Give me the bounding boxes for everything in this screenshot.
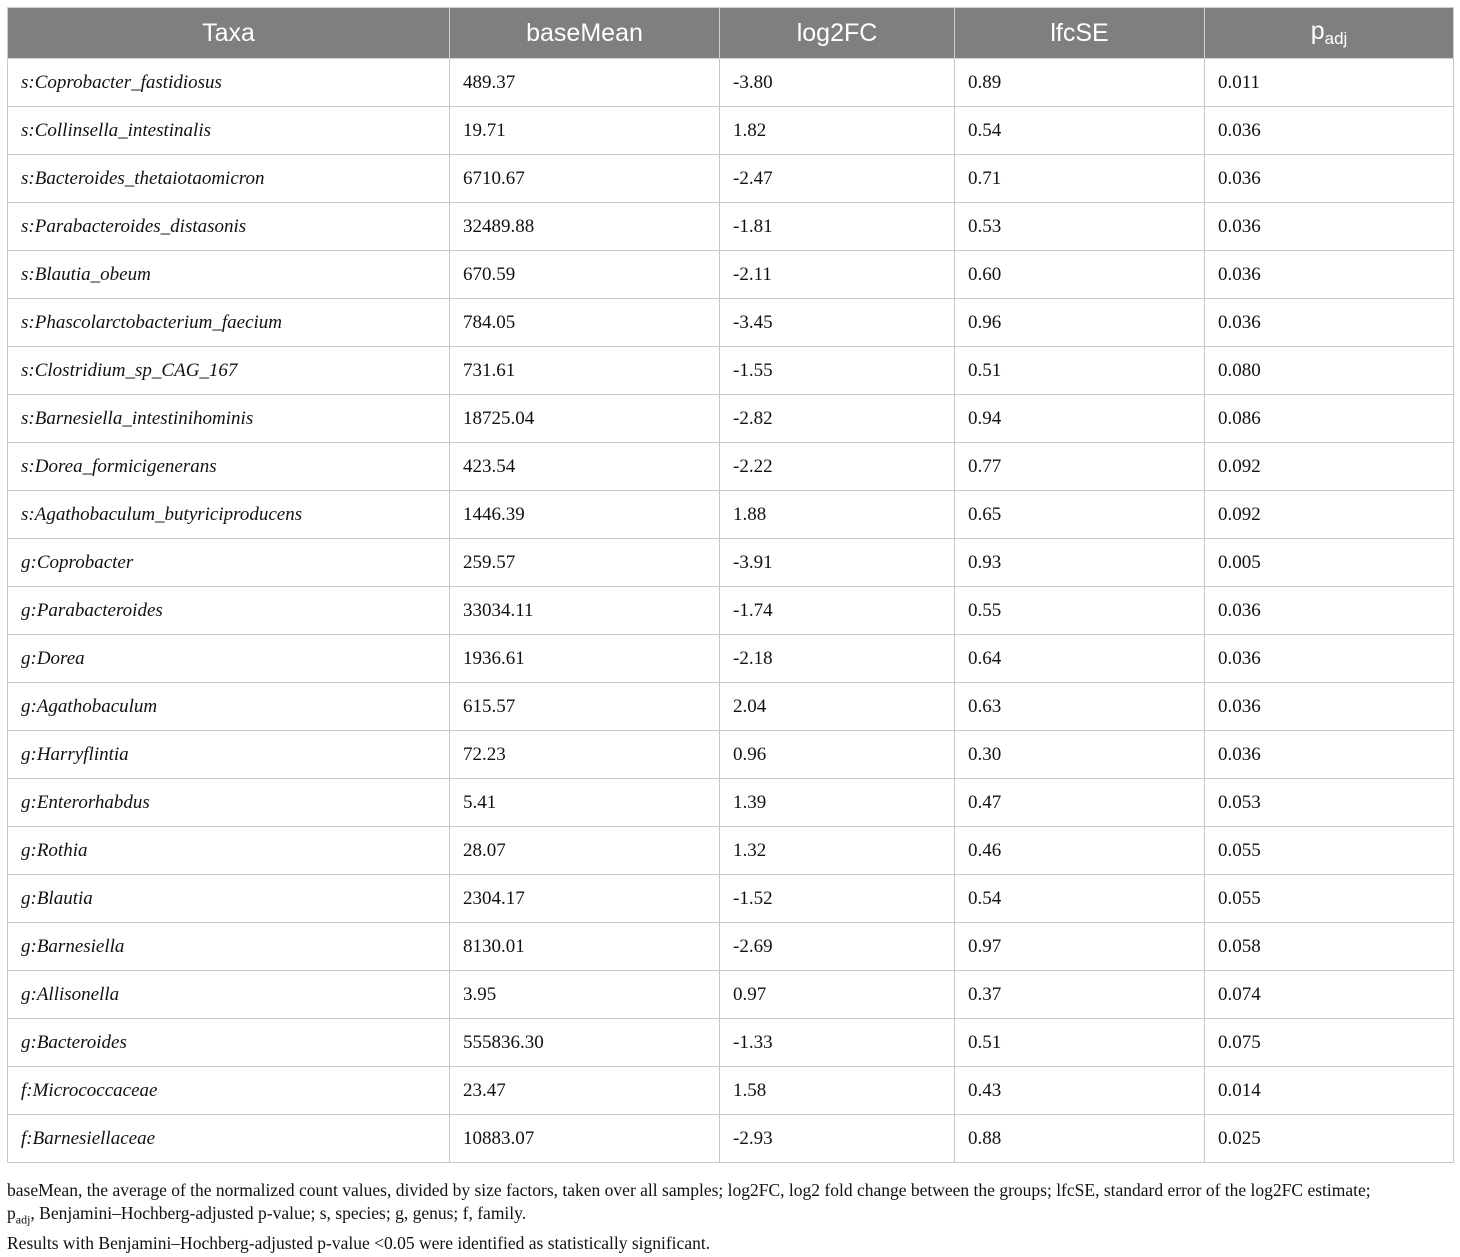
cell-padj: 0.092 [1205,491,1454,539]
cell-basemean: 6710.67 [450,155,720,203]
cell-basemean: 2304.17 [450,875,720,923]
cell-lfcse: 0.64 [955,635,1205,683]
cell-lfcse: 0.51 [955,1019,1205,1067]
cell-lfcse: 0.60 [955,251,1205,299]
cell-log2fc: 1.32 [720,827,955,875]
cell-padj: 0.055 [1205,875,1454,923]
table-row [8,587,1454,635]
cell-log2fc: 0.97 [720,971,955,1019]
cell-log2fc: 1.88 [720,491,955,539]
table-header [8,8,1454,59]
cell-padj: 0.074 [1205,971,1454,1019]
cell-log2fc: 1.82 [720,107,955,155]
cell-log2fc: 2.04 [720,683,955,731]
cell-basemean: 1936.61 [450,635,720,683]
table-row [8,635,1454,683]
cell-log2fc: -2.82 [720,395,955,443]
cell-lfcse: 0.51 [955,347,1205,395]
cell-basemean: 32489.88 [450,203,720,251]
cell-taxa: f:Micrococcaceae [8,1067,450,1115]
table-row [8,59,1454,107]
cell-log2fc: -1.52 [720,875,955,923]
cell-basemean: 555836.30 [450,1019,720,1067]
cell-basemean: 670.59 [450,251,720,299]
cell-lfcse: 0.55 [955,587,1205,635]
cell-basemean: 259.57 [450,539,720,587]
cell-lfcse: 0.43 [955,1067,1205,1115]
cell-taxa: g:Blautia [8,875,450,923]
header-row [8,8,1454,59]
cell-lfcse: 0.77 [955,443,1205,491]
cell-lfcse: 0.65 [955,491,1205,539]
table-row [8,107,1454,155]
cell-log2fc: -1.81 [720,203,955,251]
cell-taxa: s:Bacteroides_thetaiotaomicron [8,155,450,203]
cell-lfcse: 0.93 [955,539,1205,587]
cell-log2fc: 0.96 [720,731,955,779]
cell-basemean: 19.71 [450,107,720,155]
cell-lfcse: 0.97 [955,923,1205,971]
footnote-padj-main: p [7,1203,16,1223]
cell-padj: 0.036 [1205,635,1454,683]
cell-taxa: g:Rothia [8,827,450,875]
table-row [8,1067,1454,1115]
table-row [8,299,1454,347]
cell-lfcse: 0.96 [955,299,1205,347]
cell-taxa: s:Parabacteroides_distasonis [8,203,450,251]
cell-padj: 0.011 [1205,59,1454,107]
cell-padj: 0.036 [1205,299,1454,347]
cell-padj: 0.055 [1205,827,1454,875]
table-row [8,731,1454,779]
cell-taxa: s:Barnesiella_intestinihominis [8,395,450,443]
table-body [8,59,1454,1163]
cell-log2fc: -1.33 [720,1019,955,1067]
cell-basemean: 5.41 [450,779,720,827]
footnote-padj-sub: adj [15,1212,31,1227]
cell-log2fc: -2.11 [720,251,955,299]
cell-basemean: 33034.11 [450,587,720,635]
cell-taxa: g:Bacteroides [8,1019,450,1067]
table-footnote [7,1179,1453,1255]
cell-basemean: 1446.39 [450,491,720,539]
cell-padj: 0.036 [1205,203,1454,251]
cell-padj: 0.086 [1205,395,1454,443]
cell-taxa: g:Enterorhabdus [8,779,450,827]
table-row [8,779,1454,827]
cell-basemean: 731.61 [450,347,720,395]
cell-padj: 0.036 [1205,587,1454,635]
cell-basemean: 615.57 [450,683,720,731]
header-lfcse: lfcSE [955,8,1205,59]
cell-basemean: 28.07 [450,827,720,875]
cell-basemean: 23.47 [450,1067,720,1115]
cell-taxa: s:Dorea_formicigenerans [8,443,450,491]
header-log2fc: log2FC [720,8,955,59]
cell-basemean: 489.37 [450,59,720,107]
cell-lfcse: 0.88 [955,1115,1205,1163]
table-row [8,971,1454,1019]
cell-taxa: g:Agathobaculum [8,683,450,731]
cell-log2fc: -2.22 [720,443,955,491]
cell-taxa: f:Barnesiellaceae [8,1115,450,1163]
table-row [8,827,1454,875]
cell-taxa: s:Phascolarctobacterium_faecium [8,299,450,347]
table-row [8,155,1454,203]
cell-log2fc: -2.93 [720,1115,955,1163]
cell-lfcse: 0.30 [955,731,1205,779]
table-row [8,443,1454,491]
cell-log2fc: -1.55 [720,347,955,395]
cell-basemean: 18725.04 [450,395,720,443]
cell-lfcse: 0.94 [955,395,1205,443]
cell-basemean: 8130.01 [450,923,720,971]
cell-taxa: g:Coprobacter [8,539,450,587]
results-table-container [7,7,1453,1163]
cell-lfcse: 0.54 [955,875,1205,923]
table-row [8,1115,1454,1163]
table-row [8,491,1454,539]
cell-log2fc: -2.18 [720,635,955,683]
cell-taxa: g:Harryflintia [8,731,450,779]
header-padj [1205,8,1454,59]
cell-padj: 0.075 [1205,1019,1454,1067]
cell-log2fc: 1.58 [720,1067,955,1115]
cell-log2fc: 1.39 [720,779,955,827]
cell-log2fc: -2.69 [720,923,955,971]
cell-padj: 0.058 [1205,923,1454,971]
cell-lfcse: 0.63 [955,683,1205,731]
cell-taxa: s:Clostridium_sp_CAG_167 [8,347,450,395]
cell-taxa: s:Blautia_obeum [8,251,450,299]
footnote-line-2-text: , Benjamini–Hochberg-adjusted p-value; s, species; g, genus; f, family. [30,1203,527,1223]
cell-padj: 0.036 [1205,107,1454,155]
footnote-line-3: Results with Benjamini–Hochberg-adjusted p-value <0.05 were identified as statistically significant. [7,1232,711,1253]
cell-basemean: 10883.07 [450,1115,720,1163]
table-row [8,395,1454,443]
cell-log2fc: -3.91 [720,539,955,587]
header-padj-main: p [1310,17,1325,45]
cell-padj: 0.036 [1205,251,1454,299]
results-table [7,7,1454,1163]
footnote-line-1: baseMean, the average of the normalized count values, divided by size factors, taken over all samples; log2FC, log2 fold change between the groups; lfcSE, standard error of the log2FC estimate; [7,1180,1371,1200]
cell-lfcse: 0.53 [955,203,1205,251]
cell-padj: 0.036 [1205,155,1454,203]
cell-log2fc: -3.45 [720,299,955,347]
table-row [8,203,1454,251]
header-taxa: Taxa [8,8,450,59]
cell-taxa: g:Allisonella [8,971,450,1019]
table-row [8,1019,1454,1067]
footnote-line-2 [7,1202,1453,1232]
header-padj-sub: adj [1324,29,1348,48]
cell-taxa: s:Collinsella_intestinalis [8,107,450,155]
cell-taxa: g:Parabacteroides [8,587,450,635]
cell-padj: 0.036 [1205,731,1454,779]
cell-basemean: 3.95 [450,971,720,1019]
cell-lfcse: 0.47 [955,779,1205,827]
cell-lfcse: 0.71 [955,155,1205,203]
cell-taxa: s:Coprobacter_fastidiosus [8,59,450,107]
table-row [8,539,1454,587]
cell-lfcse: 0.37 [955,971,1205,1019]
table-row [8,347,1454,395]
cell-padj: 0.005 [1205,539,1454,587]
table-row [8,251,1454,299]
cell-lfcse: 0.54 [955,107,1205,155]
cell-basemean: 72.23 [450,731,720,779]
cell-lfcse: 0.46 [955,827,1205,875]
cell-lfcse: 0.89 [955,59,1205,107]
cell-padj: 0.014 [1205,1067,1454,1115]
cell-basemean: 423.54 [450,443,720,491]
table-row [8,923,1454,971]
cell-log2fc: -2.47 [720,155,955,203]
table-row [8,875,1454,923]
cell-taxa: s:Agathobaculum_butyriciproducens [8,491,450,539]
table-row [8,683,1454,731]
cell-padj: 0.053 [1205,779,1454,827]
cell-taxa: g:Barnesiella [8,923,450,971]
cell-taxa: g:Dorea [8,635,450,683]
cell-padj: 0.025 [1205,1115,1454,1163]
cell-padj: 0.092 [1205,443,1454,491]
cell-log2fc: -3.80 [720,59,955,107]
cell-padj: 0.080 [1205,347,1454,395]
header-basemean: baseMean [450,8,720,59]
cell-basemean: 784.05 [450,299,720,347]
cell-padj: 0.036 [1205,683,1454,731]
cell-log2fc: -1.74 [720,587,955,635]
